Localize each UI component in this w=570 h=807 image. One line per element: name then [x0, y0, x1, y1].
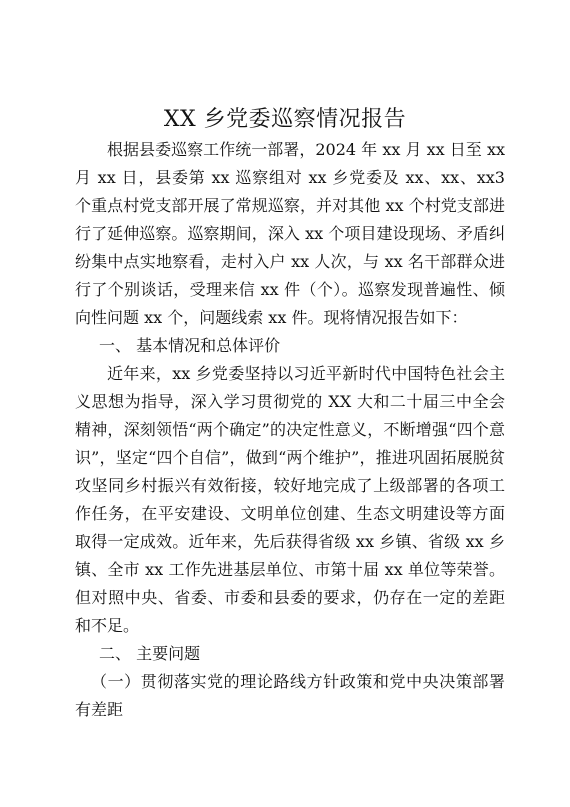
intro-paragraph: 根据县委巡察工作统一部署，2024 年 xx 月 xx 日至 xx 月 xx 日，县委第 xx 巡察组对 xx 乡党委及 xx、xx、xx3 个重点村党支部开展了常规巡察，并对其他 xx 个村党支部进行了延伸巡察。巡察期间，深入 xx 个项目建设现场、矛盾纠纷集中点实地察看，走村入户 xx 人次，与 xx 名干部群众进行了个别谈话，受理来信 xx 件（个）。巡察发现普遍性、倾向性问题 xx 个，问题线索 xx 件。现将情况报告如下：: [75, 140, 505, 327]
section-1-heading: 一、 基本情况和总体评价: [99, 336, 281, 355]
document-body: [75, 136, 505, 724]
section-1-paragraph: 近年来，xx 乡党委坚持以习近平新时代中国特色社会主义思想为指导，深入学习贯彻党的 XX 大和二十届三中全会精神，深刻领悟“两个确定”的决定性意义，不断增强“四个意识”，坚定“四个自信”，做到“两个维护”，推进巩固拓展脱贫攻坚同乡村振兴有效衔接，较好地完成了上级部署的各项工作任务，在平安建设、文明单位创建、生态文明建设等方面取得一定成效。近年来，先后获得省级 xx 乡镇、省级 xx 乡镇、全市 xx 工作先进基层单位、市第十届 xx 单位等荣誉。但对照中央、省委、市委和县委的要求，仍存在一定的差距和不足。: [75, 364, 505, 635]
section-2-heading: 二、 主要问题: [99, 644, 201, 663]
subsection-1-heading: （一）贯彻落实党的理论路线方针政策和党中央决策部署有差距: [75, 672, 505, 719]
document-title: XX 乡党委巡察情况报告: [163, 107, 407, 132]
